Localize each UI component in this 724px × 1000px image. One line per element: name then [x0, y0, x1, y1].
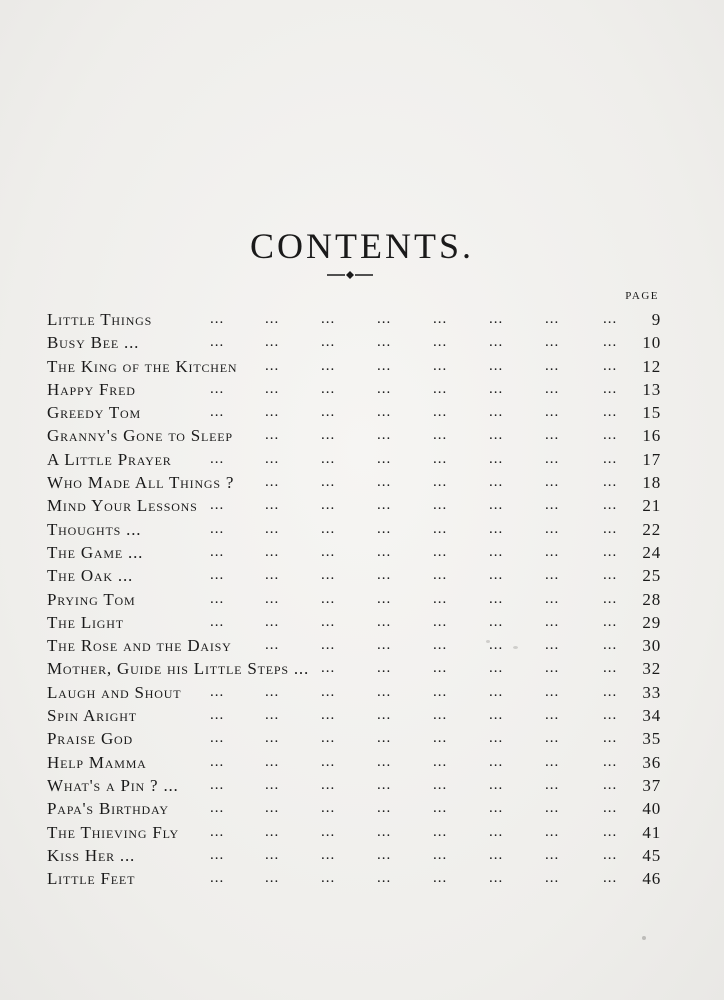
diamond-rule-ornament [327, 268, 373, 282]
toc-entry [47, 494, 661, 517]
dot-leader: ... ... ... ... ... ... ... ... [210, 800, 618, 817]
entry-page-number: 10 [642, 333, 661, 353]
toc-entry [47, 867, 661, 890]
dot-leader: ... ... ... ... ... ... ... ... [210, 497, 618, 514]
entry-title: The Oak ... [47, 566, 134, 586]
entry-title: Little Feet [47, 869, 136, 889]
entry-page-number: 45 [642, 845, 661, 865]
dot-leader: ... ... ... ... ... ... ... [265, 637, 618, 654]
page-title: CONTENTS. [250, 226, 474, 267]
dot-leader: ... ... ... ... ... ... ... ... [210, 404, 618, 421]
toc-entry [47, 844, 661, 867]
dot-leader: ... ... ... ... ... ... ... ... [210, 730, 618, 747]
entry-title: Laugh and Shout [47, 682, 182, 702]
entry-title: Papa's Birthday [47, 799, 169, 819]
toc-entry [47, 657, 661, 680]
toc-entry [47, 518, 661, 541]
entry-title: Prying Tom [47, 589, 136, 609]
toc-entry [47, 821, 661, 844]
entry-page-number: 40 [642, 799, 661, 819]
contents-list [47, 308, 661, 890]
dot-leader: ... ... ... ... ... ... [321, 660, 618, 677]
entry-title: Happy Fred [47, 379, 136, 399]
toc-entry [47, 424, 661, 447]
entry-page-number: 12 [642, 356, 661, 376]
dot-leader: ... ... ... ... ... ... ... ... [210, 380, 618, 397]
dot-leader: ... ... ... ... ... ... ... ... [210, 590, 618, 607]
entry-title: The Game ... [47, 542, 144, 562]
entry-page-number: 41 [642, 822, 661, 842]
toc-entry [47, 751, 661, 774]
entry-title: Greedy Tom [47, 403, 141, 423]
entry-page-number: 46 [642, 869, 661, 889]
dot-leader: ... ... ... ... ... ... ... [265, 474, 618, 491]
dot-leader: ... ... ... ... ... ... ... ... [210, 520, 618, 537]
toc-entry [47, 681, 661, 704]
entry-page-number: 29 [642, 612, 661, 632]
dot-leader: ... ... ... ... ... ... ... [265, 427, 618, 444]
dot-leader: ... ... ... ... ... ... ... ... [210, 707, 618, 724]
dot-leader: ... ... ... ... ... ... ... ... [210, 543, 618, 560]
entry-title: Mother, Guide his Little Steps ... [47, 659, 309, 679]
dot-leader: ... ... ... ... ... ... ... [265, 357, 618, 374]
entry-title: What's a Pin ? ... [47, 775, 179, 795]
toc-entry [47, 541, 661, 564]
dot-leader: ... ... ... ... ... ... ... ... [210, 753, 618, 770]
dot-leader: ... ... ... ... ... ... ... ... [210, 683, 618, 700]
entry-page-number: 21 [642, 496, 661, 516]
entry-page-number: 16 [642, 426, 661, 446]
entry-title: The King of the Kitchen [47, 356, 238, 376]
dot-leader: ... ... ... ... ... ... ... ... [210, 567, 618, 584]
entry-page-number: 37 [642, 775, 661, 795]
toc-entry [47, 564, 661, 587]
toc-entry [47, 308, 661, 331]
toc-entry [47, 471, 661, 494]
dot-leader: ... ... ... ... ... ... ... ... [210, 776, 618, 793]
entry-page-number: 17 [642, 449, 661, 469]
toc-entry [47, 727, 661, 750]
entry-title: Praise God [47, 729, 133, 749]
entry-title: Spin Aright [47, 706, 137, 726]
paper-speck [642, 936, 646, 940]
toc-entry [47, 588, 661, 611]
entry-page-number: 25 [642, 566, 661, 586]
entry-page-number: 22 [642, 519, 661, 539]
dot-leader: ... ... ... ... ... ... ... ... [210, 613, 618, 630]
entry-title: Little Things [47, 310, 153, 329]
toc-entry [47, 378, 661, 401]
toc-entry [47, 797, 661, 820]
entry-title: Busy Bee ... [47, 333, 140, 353]
dot-leader: ... ... ... ... ... ... ... ... [210, 823, 618, 840]
entry-title: The Thieving Fly [47, 822, 179, 842]
toc-entry [47, 331, 661, 354]
toc-entry [47, 448, 661, 471]
entry-title: Who Made All Things ? [47, 473, 235, 493]
entry-page-number: 13 [642, 379, 661, 399]
entry-page-number: 24 [642, 542, 661, 562]
toc-entry [47, 774, 661, 797]
entry-page-number: 33 [642, 682, 661, 702]
entry-page-number: 32 [642, 659, 661, 679]
toc-entry [47, 355, 661, 378]
toc-entry [47, 611, 661, 634]
entry-title: Help Mamma [47, 752, 147, 772]
entry-page-number: 28 [642, 589, 661, 609]
dot-leader: ... ... ... ... ... ... ... ... [210, 870, 618, 887]
entry-page-number: 36 [642, 752, 661, 772]
dot-leader: ... ... ... ... ... ... ... ... [210, 846, 618, 863]
toc-entry [47, 401, 661, 424]
entry-title: Mind Your Lessons [47, 496, 198, 516]
page-column-heading: PAGE [625, 290, 659, 302]
toc-entry [47, 704, 661, 727]
entry-title: Granny's Gone to Sleep [47, 426, 233, 446]
entry-page-number: 34 [642, 706, 661, 726]
toc-entry [47, 634, 661, 657]
dot-leader: ... ... ... ... ... ... ... ... [210, 311, 618, 327]
entry-title: A Little Prayer [47, 449, 172, 469]
entry-title: Thoughts ... [47, 519, 142, 539]
dot-leader: ... ... ... ... ... ... ... ... [210, 334, 618, 351]
dot-leader: ... ... ... ... ... ... ... ... [210, 450, 618, 467]
entry-page-number: 35 [642, 729, 661, 749]
entry-page-number: 18 [642, 473, 661, 493]
entry-page-number: 30 [642, 636, 661, 656]
entry-page-number: 9 [651, 310, 661, 329]
entry-page-number: 15 [642, 403, 661, 423]
entry-title: The Light [47, 612, 124, 632]
entry-title: Kiss Her ... [47, 845, 136, 865]
entry-title: The Rose and the Daisy [47, 636, 232, 656]
